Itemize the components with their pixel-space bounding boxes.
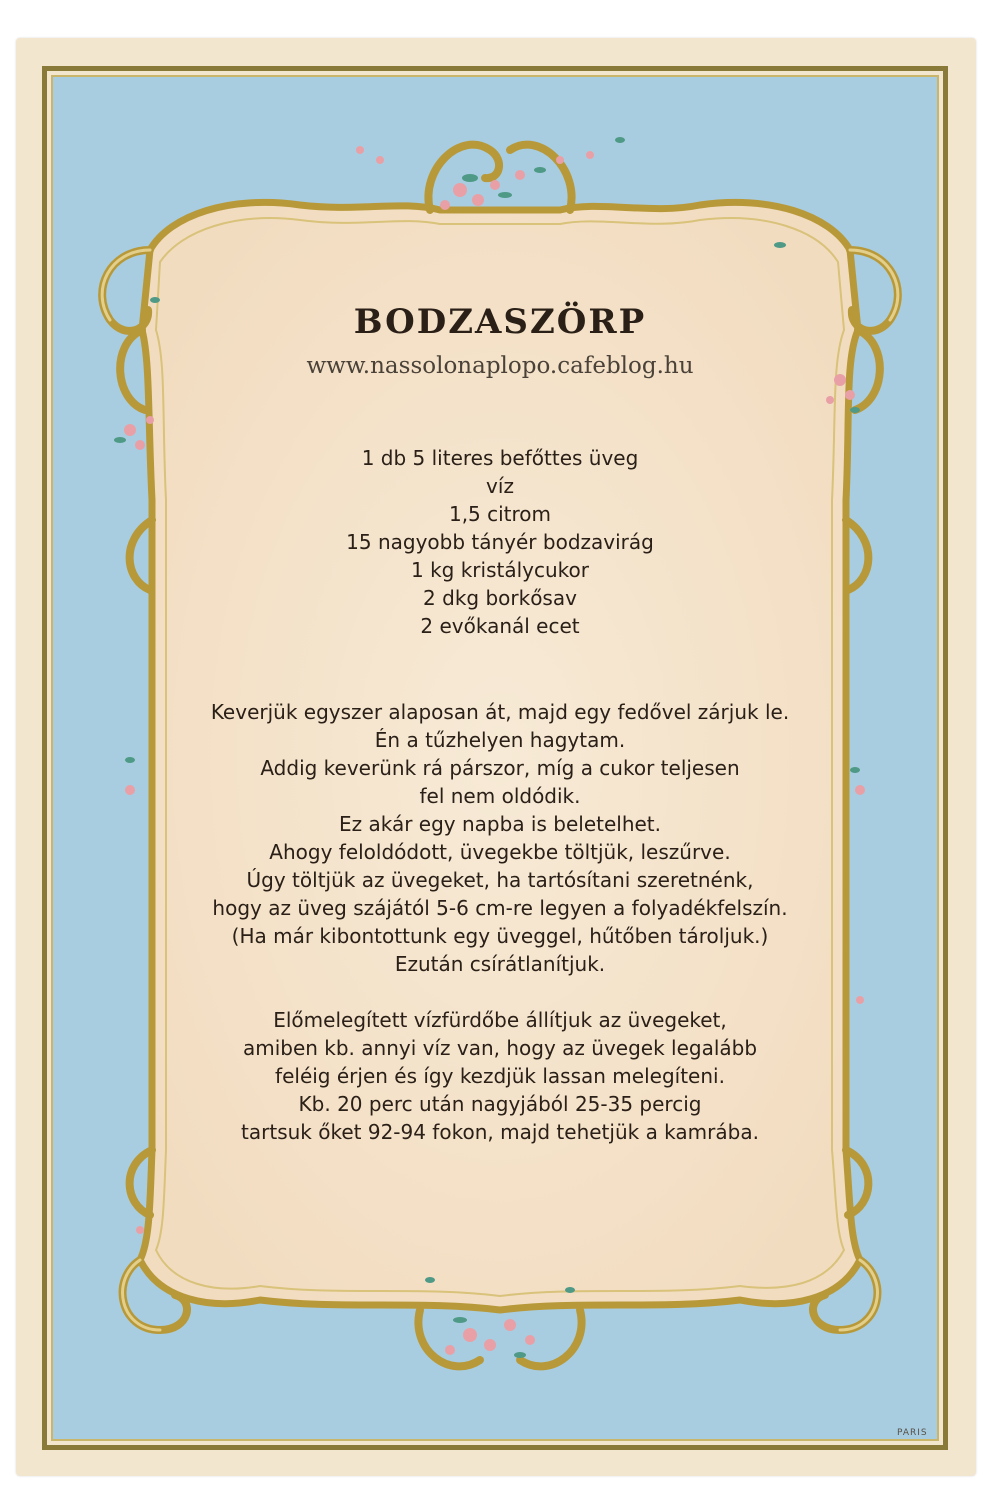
instructions-paragraph-2 bbox=[155, 1006, 845, 1146]
ingredient-line: 1 kg kristálycukor bbox=[411, 558, 589, 582]
instruction-line: Én a tűzhelyen hagytam. bbox=[374, 728, 626, 752]
instruction-line: Előmelegített vízfürdőbe állítjuk az üvegeket, bbox=[273, 1008, 727, 1032]
blog-url: www.nassolonaplopo.cafeblog.hu bbox=[306, 353, 694, 379]
ingredient-line: 2 evőkanál ecet bbox=[420, 614, 580, 638]
instruction-line: Ez akár egy napba is beletelhet. bbox=[338, 812, 662, 836]
instructions-paragraph-1 bbox=[155, 698, 845, 978]
ingredient-line: 1,5 citrom bbox=[448, 502, 552, 526]
ingredient-line: 2 dkg borkősav bbox=[423, 586, 577, 610]
instruction-line: (Ha már kibontottunk egy üveggel, hűtőben tároljuk.) bbox=[231, 924, 769, 948]
instruction-line: Úgy töltjük az üvegeket, ha tartósítani szeretnénk, bbox=[246, 868, 754, 892]
ingredient-line: 15 nagyobb tányér bodzavirág bbox=[346, 530, 654, 554]
instruction-line: fel nem oldódik. bbox=[419, 784, 581, 808]
imprint-paris: PARIS bbox=[897, 1428, 928, 1438]
instruction-line: hogy az üveg szájától 5-6 cm-re legyen a folyadékfelszín. bbox=[212, 896, 788, 920]
instruction-line: Addig keverünk rá párszor, míg a cukor teljesen bbox=[260, 756, 740, 780]
recipe-title: BODZASZÖRP bbox=[353, 302, 647, 342]
instruction-line: Keverjük egyszer alaposan át, majd egy fedővel zárjuk le. bbox=[210, 700, 790, 724]
recipe-content bbox=[155, 300, 845, 1146]
instruction-line: Ezután csírátlanítjuk. bbox=[394, 952, 606, 976]
instruction-line: Ahogy feloldódott, üvegekbe töltjük, leszűrve. bbox=[269, 840, 731, 864]
ingredient-line: víz bbox=[486, 474, 514, 498]
instruction-line: Kb. 20 perc után nagyjából 25-35 percig bbox=[298, 1092, 702, 1116]
instruction-line: feléig érjen és így kezdjük lassan melegíteni. bbox=[275, 1064, 725, 1088]
instruction-line: tartsuk őket 92-94 fokon, majd tehetjük a kamrába. bbox=[241, 1120, 759, 1144]
ingredient-line: 1 db 5 literes befőttes üveg bbox=[361, 446, 639, 470]
ingredients-list bbox=[155, 444, 845, 640]
instruction-line: amiben kb. annyi víz van, hogy az üvegek legalább bbox=[242, 1036, 758, 1060]
